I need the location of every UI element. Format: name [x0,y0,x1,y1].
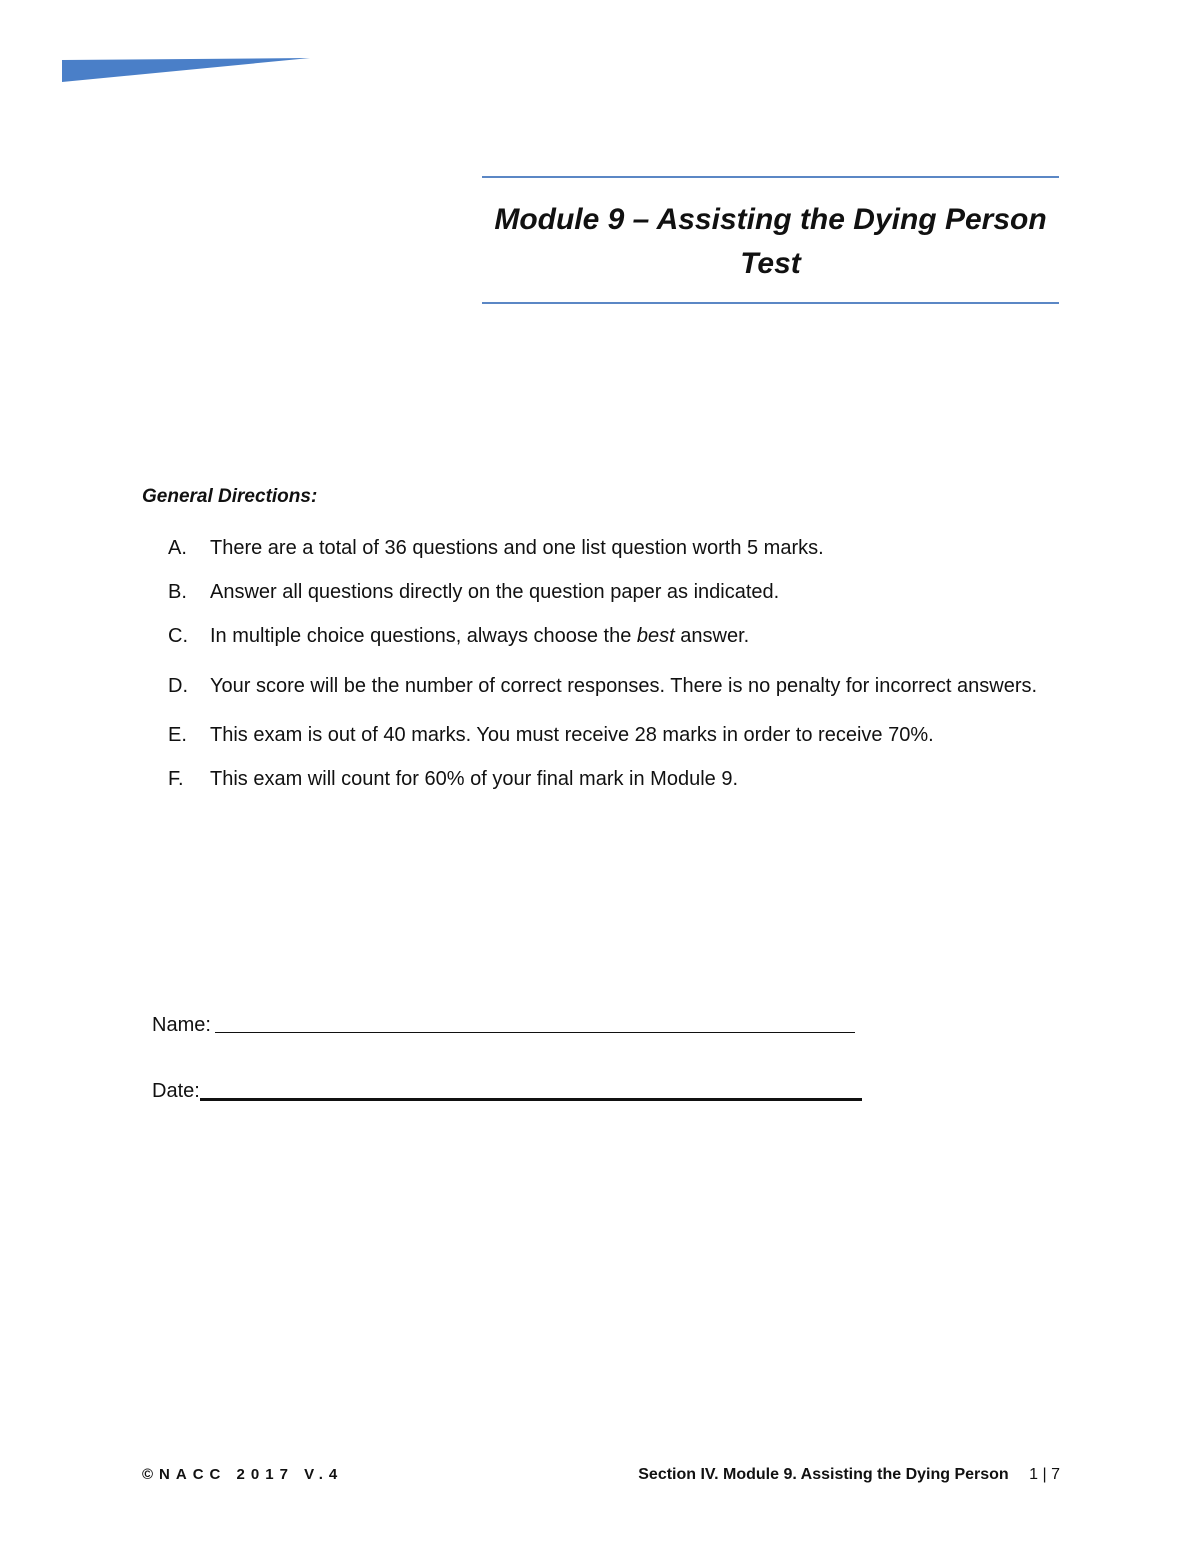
directions-heading: General Directions: [142,486,318,507]
date-field [152,1080,862,1103]
footer-section [638,1466,1060,1484]
direction-text [210,614,1048,658]
direction-item [168,570,1048,614]
directions-list [168,526,1048,801]
document-title [482,198,1059,286]
direction-text-part: answer. [674,625,750,647]
name-field [152,1014,855,1037]
date-input-line[interactable] [200,1098,862,1101]
direction-letter: E. [168,724,187,746]
direction-text: Answer all questions directly on the question paper as indicated. [210,581,780,603]
footer-copyright: ©NACC 2017 V.4 [142,1466,344,1483]
direction-text: This exam will count for 60% of your final mark in Module 9. [210,768,738,790]
direction-text: Your score will be the number of correct responses. There is no penalty for incorrect answers. [210,675,1038,697]
name-input-line[interactable] [215,1032,855,1033]
title-line-1: Module 9 – Assisting the Dying Person [494,203,1047,236]
direction-letter: B. [168,581,187,603]
direction-text: This exam is out of 40 marks. You must receive 28 marks in order to receive 70%. [210,724,934,746]
direction-letter: D. [168,675,188,697]
direction-emphasis: best [636,625,675,647]
footer-section-title: Section IV. Module 9. Assisting the Dying Person [638,1466,1009,1483]
header-accent-bar [62,58,310,82]
direction-text: There are a total of 36 questions and one list question worth 5 marks. [210,537,824,559]
title-line-2: Test [740,247,801,280]
date-label: Date: [152,1080,200,1102]
title-block [482,176,1059,304]
page-number: 1 | 7 [1029,1466,1060,1483]
title-bottom-rule [482,302,1059,304]
direction-item [168,614,1048,658]
direction-letter: F. [168,768,184,790]
direction-item [168,664,1048,708]
direction-letter: C. [168,625,188,647]
direction-item [168,757,1048,801]
name-label: Name: [152,1014,211,1036]
direction-item [168,713,1048,757]
direction-item [168,526,1048,570]
direction-letter: A. [168,537,187,559]
title-top-rule [482,176,1059,178]
direction-text-part: In multiple choice questions, always choose the [210,625,637,647]
